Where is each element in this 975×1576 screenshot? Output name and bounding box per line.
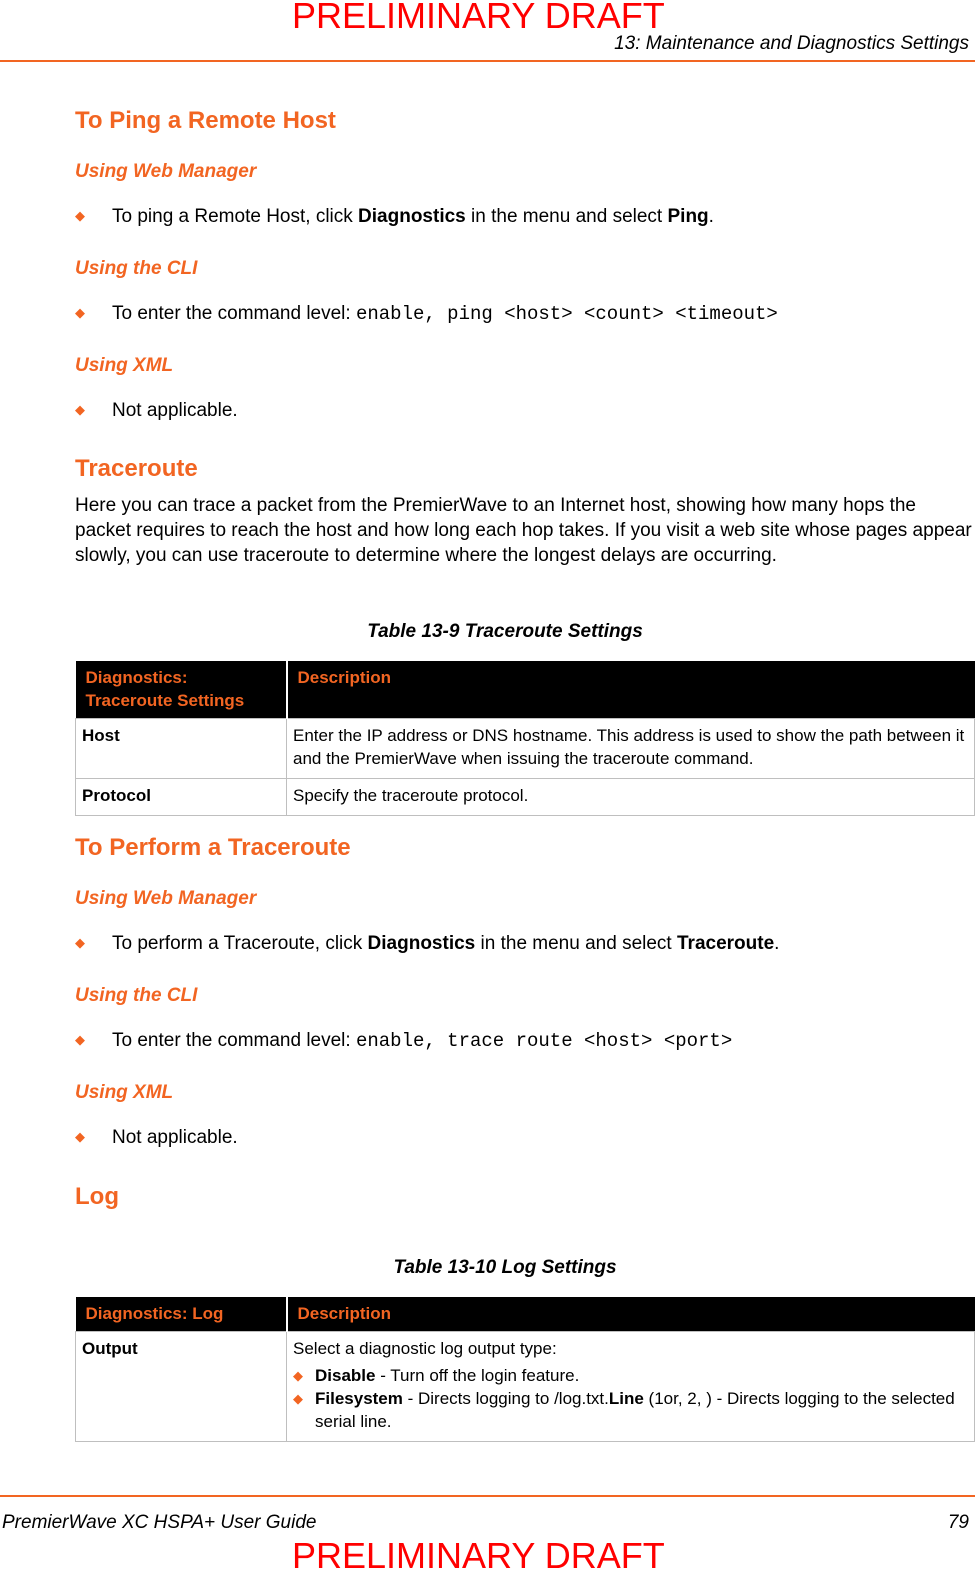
setting-description: Enter the IP address or DNS hostname. This address is used to show the path between it and the PremierWave when issuing the traceroute command. [287,719,975,779]
subheading-xml: Using XML [75,355,174,376]
diamond-bullet-icon: ◆ [75,935,85,950]
setting-name: Host [76,719,287,779]
bullet-trace-web: ◆ To perform a Traceroute, click Diagnostics in the menu and select Traceroute. [75,933,780,954]
diamond-bullet-icon: ◆ [75,208,85,223]
watermark-bottom: PRELIMINARY DRAFT [292,1535,665,1576]
column-header: Diagnostics: Log [76,1297,287,1332]
diamond-bullet-icon: ◆ [75,305,85,320]
section-title-ping: To Ping a Remote Host [75,107,336,134]
subheading-xml: Using XML [75,1082,174,1103]
table-row [76,1332,975,1442]
bullet-trace-cli: ◆ To enter the command level: enable, trace route <host> <port> [75,1030,733,1052]
page-number: 79 [947,1512,969,1533]
header-rule [0,60,975,62]
log-settings-table [75,1297,975,1442]
cli-command: enable, ping <host> <count> <timeout> [355,303,778,325]
footer-guide-title: PremierWave XC HSPA+ User Guide [2,1512,317,1533]
section-title-log: Log [75,1183,119,1210]
table-header-row [76,661,975,719]
watermark-top: PRELIMINARY DRAFT [292,0,665,36]
traceroute-intro: Here you can trace a packet from the PremierWave to an Internet host, showing how many hops the packet requires to reach the host and how long each hop takes. If you visit a web site whose pages appear slowly, you can use traceroute to determine where the longest delays are occurring. [75,495,972,566]
table-caption-log: Table 13-10 Log Settings [393,1257,617,1278]
diamond-bullet-icon: ◆ [75,1032,85,1047]
table-row [76,719,975,779]
bullet-ping-xml: ◆ Not applicable. [75,400,238,421]
list-item: ◆ Filesystem - Directs logging to /log.txt.Line (1or, 2, ) - Directs logging to the selected serial line. [293,1389,955,1431]
column-header: Description [287,1297,975,1332]
log-output-intro: Select a diagnostic log output type: [293,1339,557,1358]
table-row [76,779,975,816]
list-item: ◆ Disable - Turn off the login feature. [293,1366,580,1385]
column-header: Diagnostics: Traceroute Settings [76,661,287,719]
subheading-web-manager: Using Web Manager [75,888,257,909]
table-header-row [76,1297,975,1332]
setting-description: Specify the traceroute protocol. [287,779,975,816]
chapter-title: 13: Maintenance and Diagnostics Settings [614,33,969,54]
section-title-perform-traceroute: To Perform a Traceroute [75,834,351,861]
traceroute-settings-table [75,661,975,816]
subheading-web-manager: Using Web Manager [75,161,257,182]
section-title-traceroute: Traceroute [75,455,198,482]
subheading-cli: Using the CLI [75,985,198,1006]
setting-description [287,1332,975,1442]
log-output-options [293,1364,968,1433]
diamond-bullet-icon: ◆ [75,402,85,417]
cli-command: enable, trace route <host> <port> [355,1030,733,1052]
footer-rule [0,1495,975,1497]
table-caption-traceroute: Table 13-9 Traceroute Settings [367,621,643,642]
bullet-trace-xml: ◆ Not applicable. [75,1127,238,1148]
subheading-cli: Using the CLI [75,258,198,279]
bullet-ping-web: ◆ To ping a Remote Host, click Diagnostics in the menu and select Ping. [75,206,714,227]
bullet-ping-cli: ◆ To enter the command level: enable, ping <host> <count> <timeout> [75,303,778,325]
setting-name: Output [76,1332,287,1442]
diamond-bullet-icon: ◆ [293,1368,303,1383]
diamond-bullet-icon: ◆ [293,1391,303,1406]
setting-name: Protocol [76,779,287,816]
column-header: Description [287,661,975,719]
diamond-bullet-icon: ◆ [75,1129,85,1144]
